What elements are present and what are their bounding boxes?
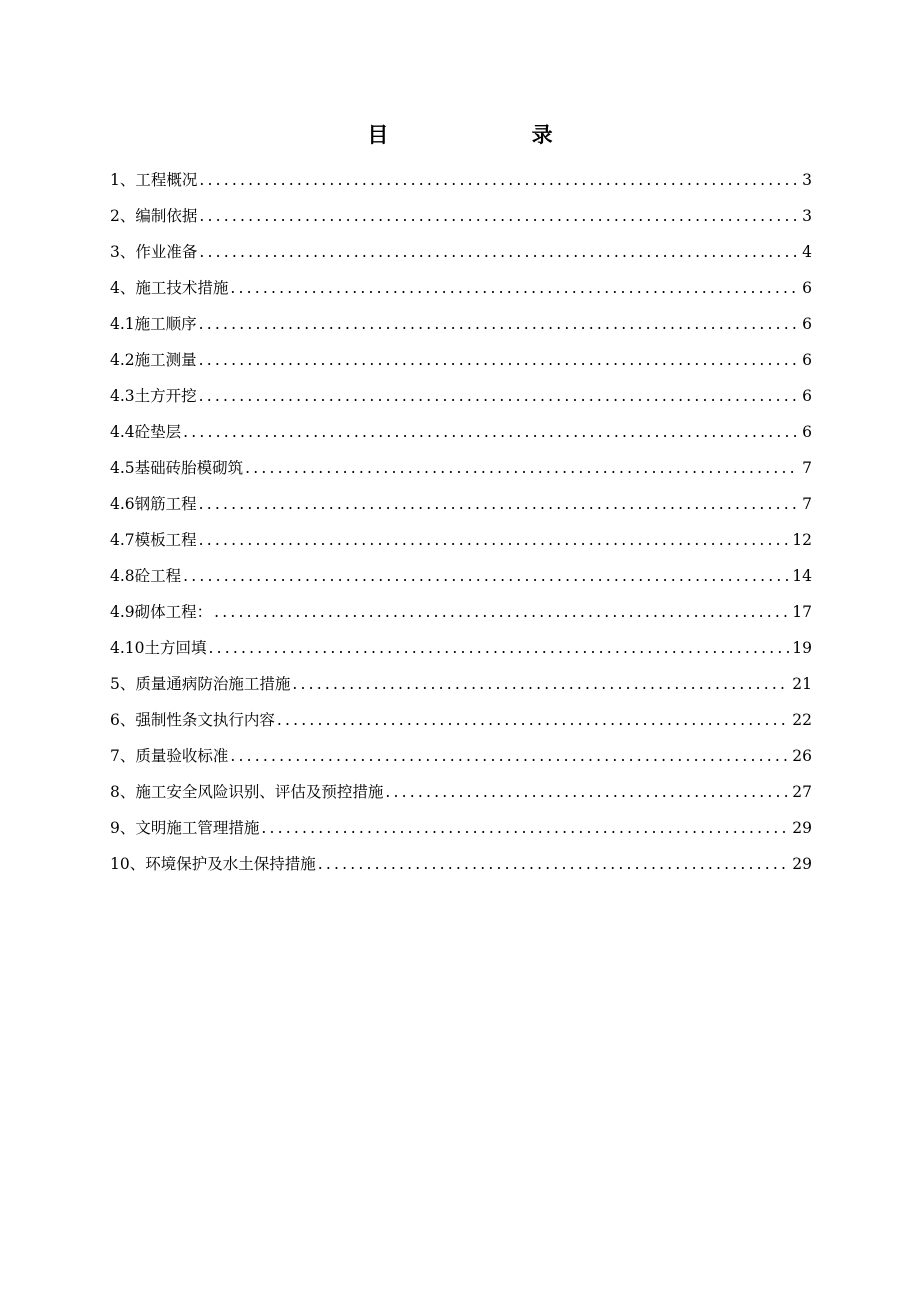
dot-leader <box>230 270 799 306</box>
toc-entry[interactable] <box>110 522 812 558</box>
table-of-contents <box>110 162 812 882</box>
toc-entry-page: 26 <box>792 747 812 765</box>
dot-leader <box>292 666 789 702</box>
dot-leader <box>199 342 799 378</box>
toc-entry[interactable] <box>110 666 812 702</box>
toc-entry-label: 4.7模板工程 <box>110 531 197 549</box>
toc-entry-page: 29 <box>792 819 812 837</box>
toc-entry[interactable] <box>110 702 812 738</box>
toc-entry-label: 7、质量验收标准 <box>110 747 229 765</box>
toc-entry-page: 3 <box>802 207 812 225</box>
toc-entry[interactable] <box>110 270 812 306</box>
toc-entry-page: 7 <box>802 495 812 513</box>
toc-entry-page: 6 <box>802 351 812 369</box>
dot-leader <box>318 846 790 882</box>
toc-entry[interactable] <box>110 738 812 774</box>
toc-entry-label: 4.3土方开挖 <box>110 387 197 405</box>
toc-entry-label: 2、编制依据 <box>110 207 198 225</box>
dot-leader <box>199 234 799 270</box>
toc-entry-label: 4.2施工测量 <box>110 351 197 369</box>
toc-entry[interactable] <box>110 558 812 594</box>
toc-entry[interactable] <box>110 414 812 450</box>
toc-entry[interactable] <box>110 630 812 666</box>
toc-entry-label: 4.4砼垫层 <box>110 423 182 441</box>
toc-entry[interactable] <box>110 306 812 342</box>
dot-leader <box>199 522 790 558</box>
toc-entry-label: 4.10土方回填 <box>110 639 207 657</box>
toc-entry-label: 4.1施工顺序 <box>110 315 197 333</box>
toc-entry-page: 27 <box>792 783 812 801</box>
toc-entry-page: 6 <box>802 423 812 441</box>
toc-entry-label: 4.5基础砖胎模砌筑 <box>110 459 244 477</box>
dot-leader <box>199 378 799 414</box>
toc-entry-page: 14 <box>792 567 812 585</box>
toc-entry-page: 17 <box>792 603 812 621</box>
toc-entry-label: 6、强制性条文执行内容 <box>110 711 275 729</box>
toc-entry[interactable] <box>110 378 812 414</box>
toc-entry-page: 29 <box>792 855 812 873</box>
toc-entry[interactable] <box>110 594 812 630</box>
toc-entry[interactable] <box>110 810 812 846</box>
dot-leader <box>385 774 789 810</box>
toc-entry-label: 8、施工安全风险识别、评估及预控措施 <box>110 783 384 801</box>
dot-leader <box>183 414 799 450</box>
toc-entry-label: 1、工程概况 <box>110 171 198 189</box>
toc-entry-page: 12 <box>792 531 812 549</box>
toc-entry-label: 3、作业准备 <box>110 243 198 261</box>
toc-entry-page: 21 <box>792 675 812 693</box>
dot-leader <box>261 810 789 846</box>
dot-leader <box>245 450 799 486</box>
toc-entry-page: 6 <box>802 279 812 297</box>
toc-entry-label: 10、环境保护及水土保持措施 <box>110 855 316 873</box>
toc-entry-page: 7 <box>802 459 812 477</box>
dot-leader <box>199 306 799 342</box>
toc-entry-page: 4 <box>802 243 812 261</box>
dot-leader <box>183 558 789 594</box>
toc-entry-label: 4、施工技术措施 <box>110 279 229 297</box>
dot-leader <box>209 630 790 666</box>
toc-entry-page: 6 <box>802 315 812 333</box>
toc-entry-page: 6 <box>802 387 812 405</box>
toc-entry[interactable] <box>110 450 812 486</box>
dot-leader <box>214 594 789 630</box>
dot-leader <box>230 738 789 774</box>
toc-entry[interactable] <box>110 234 812 270</box>
toc-entry-page: 22 <box>792 711 812 729</box>
toc-entry-label: 4.6钢筋工程 <box>110 495 197 513</box>
toc-entry[interactable] <box>110 846 812 882</box>
dot-leader <box>199 198 799 234</box>
toc-entry-label: 4.8砼工程 <box>110 567 182 585</box>
toc-entry-page: 3 <box>802 171 812 189</box>
toc-entry[interactable] <box>110 486 812 522</box>
toc-entry[interactable] <box>110 162 812 198</box>
toc-entry-label: 5、质量通病防治施工措施 <box>110 675 291 693</box>
toc-entry-page: 19 <box>792 639 812 657</box>
dot-leader <box>277 702 789 738</box>
dot-leader <box>199 486 799 522</box>
dot-leader <box>199 162 799 198</box>
toc-entry-label: 9、文明施工管理措施 <box>110 819 260 837</box>
toc-entry[interactable] <box>110 774 812 810</box>
toc-entry-label: 4.9砌体工程： <box>110 603 213 621</box>
toc-entry[interactable] <box>110 342 812 378</box>
toc-entry[interactable] <box>110 198 812 234</box>
toc-title: 目 录 <box>367 123 621 147</box>
